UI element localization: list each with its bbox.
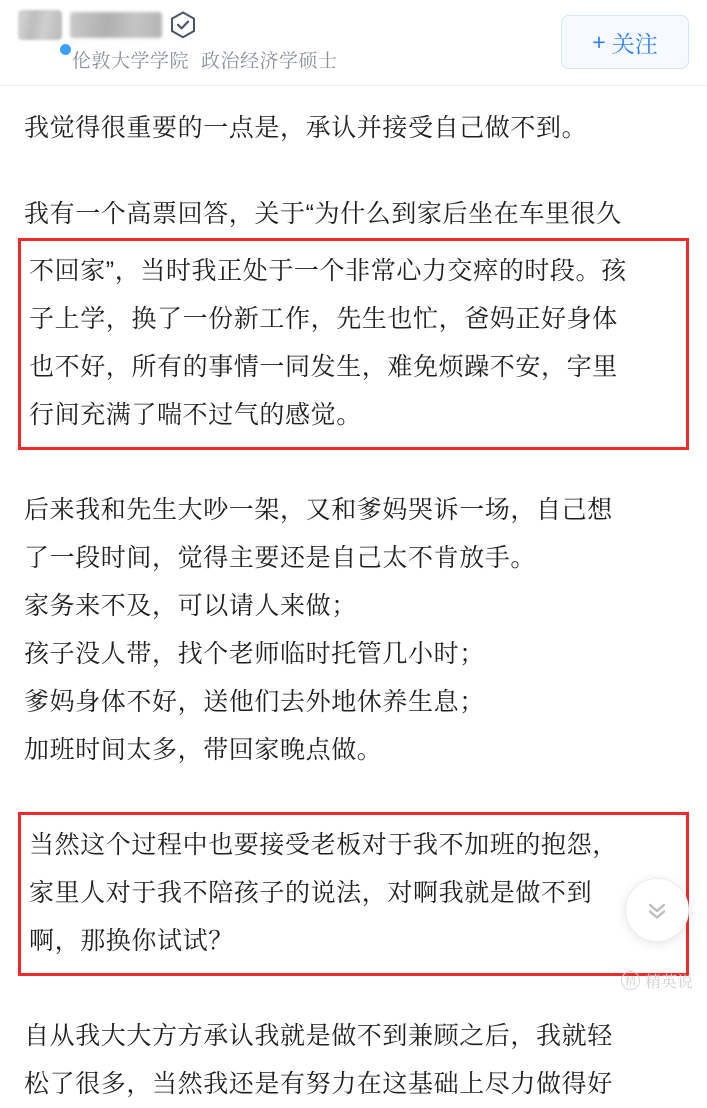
hexagon-check-icon bbox=[170, 11, 196, 39]
paragraph-line: 家务来不及，可以请人来做； bbox=[24, 592, 357, 620]
paragraph-line: 我觉得很重要的一点是，承认并接受自己做不到。 bbox=[24, 114, 588, 142]
paragraph bbox=[24, 486, 683, 774]
paragraph-line: 孩子没人带，找个老师临时托管几小时； bbox=[24, 640, 485, 668]
watermark-text: 精英说 bbox=[644, 974, 693, 991]
paragraph-line: 啊，那换你试试？ bbox=[29, 927, 234, 955]
author-name-redacted bbox=[70, 12, 162, 38]
plus-icon: + bbox=[592, 28, 606, 55]
paragraph-line: 子上学，换了一份新工作，先生也忙，爸妈正好身体 bbox=[29, 305, 618, 333]
credential-degree: 政治经济学硕士 bbox=[201, 51, 338, 72]
paragraph-line: 加班时间太多，带回家晚点做。 bbox=[24, 736, 383, 764]
paragraph-line: 后来我和先生大吵一架，又和爹妈哭诉一场，自己想 bbox=[24, 496, 613, 524]
paragraph-line: 也不好，所有的事情一同发生，难免烦躁不安，字里 bbox=[29, 353, 618, 381]
article-body bbox=[0, 86, 707, 1108]
paragraph bbox=[24, 1012, 683, 1108]
paragraph-line: 爹妈身体不好，送他们去外地休养生息； bbox=[24, 688, 485, 716]
circle-logo-icon: 精 bbox=[621, 971, 640, 990]
follow-button-label: 关注 bbox=[611, 30, 658, 57]
paragraph-line: 松了很多，当然我还是有努力在这基础上尽力做得好 bbox=[24, 1070, 613, 1098]
chevron-double-down-icon[interactable] bbox=[625, 878, 689, 942]
watermark bbox=[621, 969, 693, 992]
paragraph-line: 自从我大大方方承认我就是做不到兼顾之后，我就轻 bbox=[24, 1022, 613, 1050]
author-header bbox=[0, 0, 707, 86]
paragraph-line: 不回家”，当时我正处于一个非常心力交瘁的时段。孩 bbox=[29, 257, 627, 285]
follow-button[interactable] bbox=[561, 15, 689, 69]
paragraph-line: 行间充满了喘不过气的感觉。 bbox=[29, 401, 362, 429]
highlighted-paragraph bbox=[18, 238, 689, 450]
paragraph-line: 我有一个高票回答，关于“为什么到家后坐在车里很久 bbox=[24, 200, 622, 228]
paragraph-line: 当然这个过程中也要接受老板对于我不加班的抱怨， bbox=[29, 831, 618, 859]
credential-school: 伦敦大学学院 bbox=[72, 51, 190, 72]
paragraph bbox=[24, 190, 683, 238]
highlighted-paragraph bbox=[18, 812, 689, 976]
blue-verified-dot-icon bbox=[58, 42, 73, 57]
paragraph bbox=[24, 104, 683, 152]
avatar[interactable] bbox=[18, 10, 62, 40]
paragraph-line: 了一段时间，觉得主要还是自己太不肯放手。 bbox=[24, 544, 537, 572]
paragraph-line: 家里人对于我不陪孩子的说法，对啊我就是做不到 bbox=[29, 879, 593, 907]
